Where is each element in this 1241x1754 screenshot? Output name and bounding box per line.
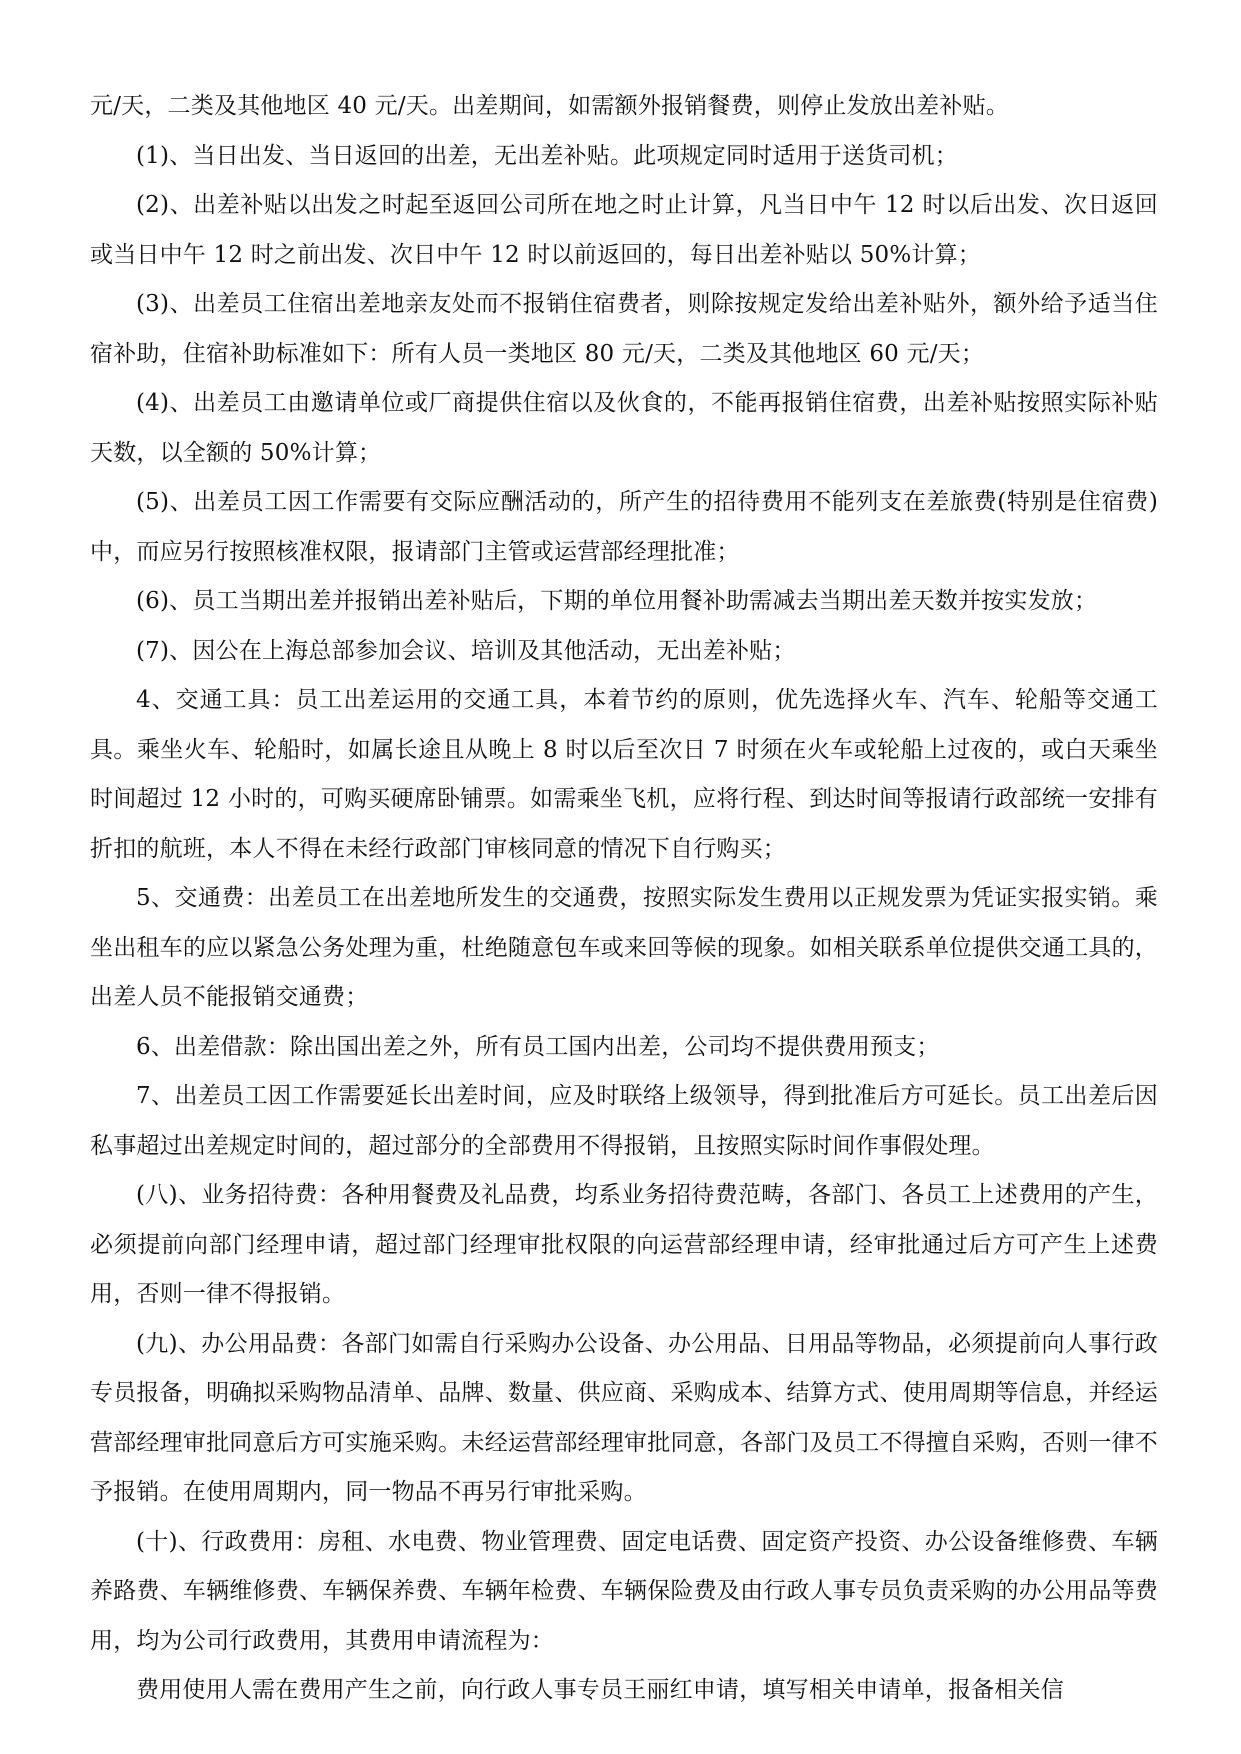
paragraph-entertainment-expenses: (八)、业务招待费：各种用餐费及礼品费，均系业务招待费范畴，各部门、各员工上述费用的产生，必须提前向部门经理申请，超过部门经理审批权限的向运营部经理申请，经审批通过后方可产生上述费用，否则一律不得报销。 <box>90 1182 1158 1307</box>
paragraph-item-5: (5)、出差员工因工作需要有交际应酬活动的，所产生的招待费用不能列支在差旅费(特别是住宿费)中，而应另行按照核准权限，报请部门主管或运营部经理批准； <box>90 489 1158 565</box>
paragraph-item-2: (2)、出差补贴以出发之时起至返回公司所在地之时止计算，凡当日中午 12 时以后出发、次日返回或当日中午 12 时之前出发、次日中午 12 时以前返回的，每日出差补贴以 50%计算； <box>90 192 1158 268</box>
paragraph-trip-extension: 7、出差员工因工作需要延长出差时间，应及时联络上级领导，得到批准后方可延长。员工出差后因私事超过出差规定时间的，超过部分的全部费用不得报销，且按照实际时间作事假处理。 <box>90 1083 1158 1159</box>
paragraph-office-supplies: (九)、办公用品费：各部门如需自行采购办公设备、办公用品、日用品等物品，必须提前向人事行政专员报备，明确拟采购物品清单、品牌、数量、供应商、采购成本、结算方式、使用周期等信息，并经运营部经理审批同意后方可实施采购。未经运营部经理审批同意，各部门及员工不得擅自采购，否则一律不予报销。在使用周期内，同一物品不再另行审批采购。 <box>90 1330 1158 1505</box>
paragraph-item-6: (6)、员工当期出差并报销出差补贴后，下期的单位用餐补助需减去当期出差天数并按实发放； <box>136 588 1098 614</box>
document-body <box>90 82 1158 1716</box>
paragraph-application-process: 费用使用人需在费用产生之前，向行政人事专员王丽红申请，填写相关申请单，报备相关信 <box>136 1677 1064 1703</box>
paragraph-item-1: (1)、当日出发、当日返回的出差，无出差补贴。此项规定同时适用于送货司机； <box>136 142 958 169</box>
paragraph-item-7: (7)、因公在上海总部参加会议、培训及其他活动，无出差补贴； <box>136 637 796 664</box>
paragraph-item-3: (3)、出差员工住宿出差地亲友处而不报销住宿费者，则除按规定发给出差补贴外，额外给予适当住宿补助，住宿补助标准如下：所有人员一类地区 80 元/天，二类及其他地区 60 元/天； <box>90 291 1158 367</box>
paragraph-administrative-expenses: (十)、行政费用：房租、水电费、物业管理费、固定电话费、固定资产投资、办公设备维修费、车辆养路费、车辆维修费、车辆保养费、车辆年检费、车辆保险费及由行政人事专员负责采购的办公用品等费用，均为公司行政费用，其费用申请流程为： <box>90 1528 1158 1654</box>
paragraph-travel-loan: 6、出差借款：除出国出差之外，所有员工国内出差，公司均不提供费用预支； <box>136 1033 940 1060</box>
paragraph-continuation: 元/天，二类及其他地区 40 元/天。出差期间，如需额外报销餐费，则停止发放出差补贴。 <box>90 93 1009 119</box>
paragraph-item-4: (4)、出差员工由邀请单位或厂商提供住宿以及伙食的，不能再报销住宿费，出差补贴按照实际补贴天数，以全额的 50%计算； <box>90 390 1158 466</box>
paragraph-transport-fees: 5、交通费：出差员工在出差地所发生的交通费，按照实际发生费用以正规发票为凭证实报实销。乘坐出租车的应以紧急公务处理为重，杜绝随意包车或来回等候的现象。如相关联系单位提供交通工具的，出差人员不能报销交通费； <box>90 885 1158 1010</box>
paragraph-transport-tools: 4、交通工具：员工出差运用的交通工具，本着节约的原则，优先选择火车、汽车、轮船等交通工具。乘坐火车、轮船时，如属长途且从晚上 8 时以后至次日 7 时须在火车或轮船上过夜的，或白天乘坐时间超过 12 小时的，可购买硬席卧铺票。如需乘坐飞机，应将行程、到达时间等报请行政部统一安排有折扣的航班，本人不得在未经行政部门审核同意的情况下自行购买； <box>90 687 1158 862</box>
